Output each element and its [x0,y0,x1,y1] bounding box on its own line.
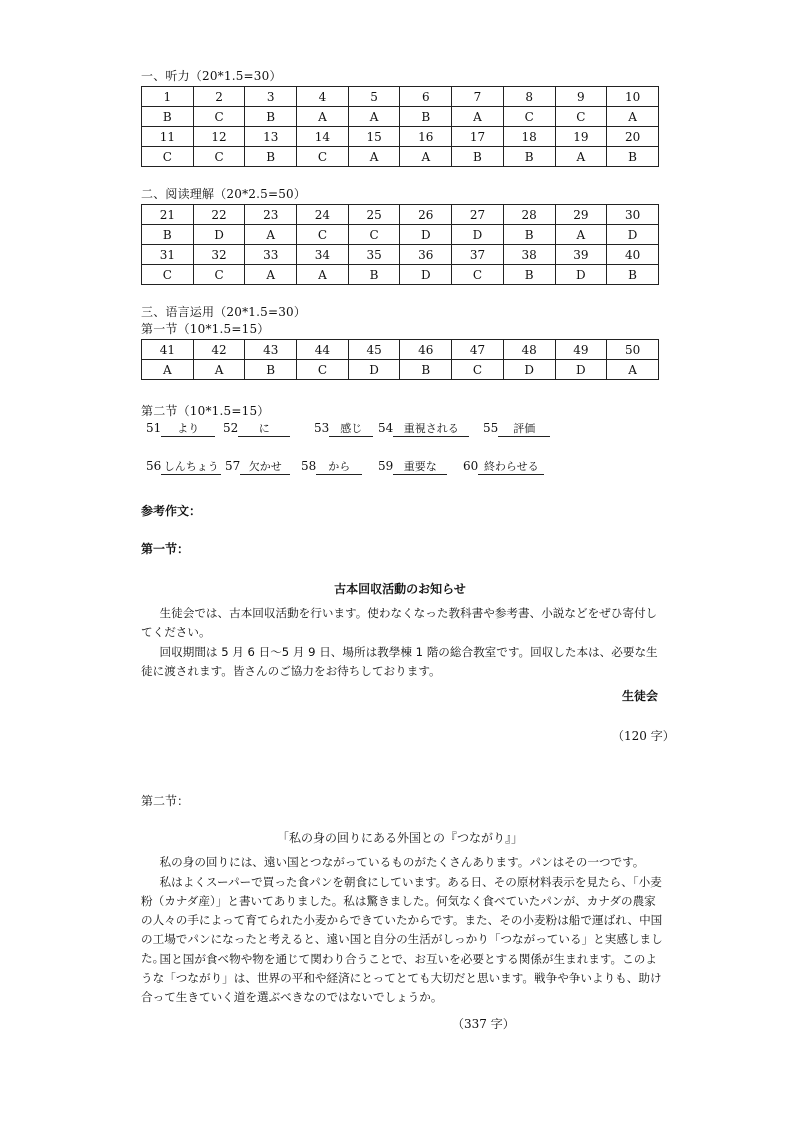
table-cell: A [245,265,297,285]
table-cell: 10 [607,87,659,107]
blank-number: 55 [483,421,499,435]
blank-number: 54 [378,421,394,435]
table-cell: C [555,107,607,127]
blank-number: 58 [301,459,317,473]
blank-number: 56 [146,459,162,473]
blank-answer: 欠かせ [240,458,290,475]
table-cell: C [452,360,504,380]
fill-blank-row-2 [141,458,661,476]
table-cell: 15 [348,127,400,147]
fill-blank-row-1 [141,420,661,438]
table-cell: 27 [452,205,504,225]
table-cell: 43 [245,340,297,360]
blank-number: 53 [314,421,330,435]
table-cell: 28 [503,205,555,225]
table-cell: A [555,225,607,245]
table-cell: 6 [400,87,452,107]
blank-answer: 感じ [329,420,373,437]
table-cell: 20 [607,127,659,147]
table-cell: 39 [555,245,607,265]
table-cell: 12 [193,127,245,147]
table-cell: B [400,107,452,127]
table-cell: D [555,360,607,380]
table-cell: 31 [142,245,194,265]
language-answer-table [141,339,659,380]
table-cell: 49 [555,340,607,360]
table-cell: C [142,147,194,167]
table-cell: 13 [245,127,297,147]
table-cell: B [607,265,659,285]
table-cell: 32 [193,245,245,265]
essay-paragraph-1: 私の身の回りには、遠い国とつながっているものがたくさんあります。パンはその一つです。 [159,855,645,869]
table-cell: 45 [348,340,400,360]
reading-answer-table [141,204,659,285]
table-cell: 19 [555,127,607,147]
fill-blank-item [301,458,362,475]
table-cell: D [400,265,452,285]
composition-part2-label: 第二节： [141,794,190,808]
blank-answer: 評価 [498,420,550,437]
listening-answer-table [141,86,659,167]
fill-blank-item [463,458,544,475]
table-cell: A [348,147,400,167]
table-row [142,87,659,107]
table-cell: A [142,360,194,380]
table-cell: A [297,107,349,127]
table-cell: A [607,360,659,380]
table-cell: 1 [142,87,194,107]
table-cell: 36 [400,245,452,265]
table-cell: B [400,360,452,380]
table-cell: 41 [142,340,194,360]
table-cell: 16 [400,127,452,147]
table-cell: C [348,225,400,245]
fill-blank-item [378,458,447,475]
table-cell: 33 [245,245,297,265]
table-cell: D [193,225,245,245]
table-cell: 23 [245,205,297,225]
table-cell: A [193,360,245,380]
table-cell: 42 [193,340,245,360]
table-cell: B [245,360,297,380]
table-cell: C [193,147,245,167]
essay-title: 「私の身の回りにある外国との『つながり』」 [276,831,523,845]
fill-blank-item [146,458,221,475]
table-cell: 26 [400,205,452,225]
table-cell: D [607,225,659,245]
table-cell: 17 [452,127,504,147]
essay-paragraph-3: 国と国が食べ物や物を通じて関わり合うことで、お互いを必要とする関係が生まれます。このような「つながり」は、世界の平和や経済にとってとても大切だと思います。戦争や争いよりも、助け合って生きていく道を選ぶべきなのではないでしょうか。 [141,952,662,1004]
blank-number: 59 [378,459,394,473]
blank-answer: しんちょう [161,458,221,475]
table-cell: C [452,265,504,285]
table-cell: 37 [452,245,504,265]
fill-blank-item [146,420,215,437]
table-cell: A [297,265,349,285]
table-row [142,265,659,285]
blank-number: 51 [146,421,162,435]
table-cell: D [400,225,452,245]
table-cell: A [348,107,400,127]
table-cell: 18 [503,127,555,147]
table-cell: B [503,147,555,167]
blank-answer: 重要な [393,458,447,475]
table-cell: B [245,107,297,127]
language-title: 三、语言运用（20*1.5=30） [141,305,307,319]
table-cell: C [503,107,555,127]
table-cell: C [193,107,245,127]
table-cell: D [452,225,504,245]
fill-blank-item [483,420,550,437]
table-cell: 35 [348,245,400,265]
table-cell: 40 [607,245,659,265]
language-part1-title: 第一节（10*1.5=15） [141,322,270,336]
table-cell: B [607,147,659,167]
table-row [142,205,659,225]
table-cell: 14 [297,127,349,147]
table-cell: 24 [297,205,349,225]
table-cell: 38 [503,245,555,265]
notice-char-count: （120 字） [612,729,675,743]
table-cell: 8 [503,87,555,107]
table-row [142,225,659,245]
table-cell: 21 [142,205,194,225]
table-cell: 25 [348,205,400,225]
reading-title: 二、阅读理解（20*2.5=50） [141,187,307,201]
notice-signature: 生徒会 [622,689,659,703]
table-cell: B [452,147,504,167]
composition-heading: 参考作文： [141,504,202,518]
table-cell: A [245,225,297,245]
table-cell: 48 [503,340,555,360]
table-cell: 50 [607,340,659,360]
table-row [142,147,659,167]
notice-paragraph-1: 生徒会では、古本回収活動を行います。使わなくなった教科書や参考書、小説などをぜひ寄付してください。 [141,606,658,639]
table-cell: 4 [297,87,349,107]
blank-answer: に [238,420,290,437]
table-cell: 29 [555,205,607,225]
table-cell: A [452,107,504,127]
listening-title: 一、听力（20*1.5=30） [141,69,282,83]
table-row [142,360,659,380]
table-cell: C [193,265,245,285]
notice-title: 古本回収活動のお知らせ [334,582,466,596]
table-cell: 9 [555,87,607,107]
table-cell: C [297,225,349,245]
table-cell: B [503,225,555,245]
fill-blank-item [223,420,290,437]
table-cell: 44 [297,340,349,360]
table-cell: B [245,147,297,167]
composition-part1-label: 第一节： [141,542,190,556]
table-cell: D [503,360,555,380]
language-part2-title: 第二节（10*1.5=15） [141,404,270,418]
table-cell: 22 [193,205,245,225]
table-cell: 3 [245,87,297,107]
table-cell: C [297,360,349,380]
blank-number: 52 [223,421,239,435]
table-row [142,340,659,360]
table-cell: 5 [348,87,400,107]
table-cell: A [607,107,659,127]
essay-paragraph-2: 私はよくスーパーで買った食パンを朝食にしています。ある日、その原材料表示を見たら、「小麦粉（カナダ産）」と書いてありました。私は驚きました。何気なく食べていたパンが、カナダの農家の人々の手によって育てられた小麦からできていたからです。また、その小麦粉は船で運ばれ、中国の工場でパンになったと考えると、遠い国と自分の生活がしっかり「つながっている」と実感しました。 [141,875,663,965]
table-cell: D [555,265,607,285]
table-cell: 11 [142,127,194,147]
table-cell: 46 [400,340,452,360]
fill-blank-item [378,420,469,437]
blank-answer: より [161,420,215,437]
table-cell: B [348,265,400,285]
table-row [142,107,659,127]
table-cell: 34 [297,245,349,265]
table-cell: C [142,265,194,285]
table-cell: C [297,147,349,167]
table-cell: 7 [452,87,504,107]
blank-answer: から [316,458,362,475]
table-cell: A [555,147,607,167]
table-cell: B [142,107,194,127]
table-cell: 2 [193,87,245,107]
fill-blank-item [225,458,290,475]
table-cell: B [503,265,555,285]
essay-char-count: （337 字） [452,1017,515,1031]
table-cell: 30 [607,205,659,225]
blank-answer: 終わらせる [478,458,544,475]
blank-number: 60 [463,459,479,473]
table-cell: 47 [452,340,504,360]
blank-number: 57 [225,459,241,473]
table-row [142,127,659,147]
table-cell: D [348,360,400,380]
notice-paragraph-2: 回収期間は 5 月 6 日～5 月 9 日、場所は教學棟 1 階の総合教室です。回収した本は、必要な生徒に渡されます。皆さんのご協力をお待ちしております。 [141,645,658,678]
fill-blank-item [314,420,373,437]
table-row [142,245,659,265]
table-cell: A [400,147,452,167]
table-cell: B [142,225,194,245]
blank-answer: 重視される [393,420,469,437]
